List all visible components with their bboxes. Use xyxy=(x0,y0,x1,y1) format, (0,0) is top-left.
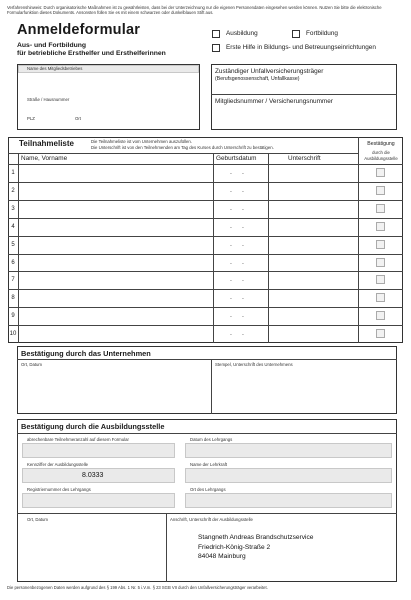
confirmation-checkbox[interactable] xyxy=(376,311,385,320)
company-place-date-label: Ort, Datum xyxy=(21,362,43,367)
form-subtitle-2: für betriebliche Ersthelfer und Ersthelferinnen xyxy=(17,50,166,57)
member-number-label: Mitgliedsnummer / Versicherungsnummer xyxy=(215,98,333,105)
confirm-header-3: Ausbildungsstelle xyxy=(364,156,398,161)
row-number: 5 xyxy=(11,241,15,248)
option-fortbildung-label: Fortbildung xyxy=(306,30,338,37)
participant-name-field[interactable] xyxy=(19,290,212,306)
col-birthdate-header: Geburtsdatum xyxy=(216,155,257,162)
row-number: 2 xyxy=(11,187,15,194)
participant-list-title: Teilnahmeliste xyxy=(19,139,74,148)
data-privacy-footnote: Die personenbezogenen Daten werden aufgrund des § 199 Abs. 1 Nr. 5 i.V.m. § 23 SGB VII durch den Unfallversicherungsträger verarbeitet. xyxy=(7,585,268,590)
checkbox-erste-hilfe-bildung[interactable] xyxy=(212,44,220,52)
row-number: 9 xyxy=(11,313,15,320)
insurer-divider xyxy=(211,94,397,95)
procedure-note: Verfahrenshinweis: Durch organisatorische Maßnahmen ist zu gewährleisten, dass bei der Unterzeichnung nur die eigenen Personendaten eingesehen werden können. Nutzen Sie bitte die elektronische Formularfunktion dieses Dokuments. Ansonsten füllen Sie es mit einem schwarzen oder dunkelblauen Stift aus. xyxy=(7,5,382,16)
confirmation-checkbox[interactable] xyxy=(376,240,385,249)
row-number: 6 xyxy=(11,259,15,266)
participant-name-field[interactable] xyxy=(19,308,212,324)
participant-name-field[interactable] xyxy=(19,219,212,235)
option-erste-hilfe-bildung-label: Erste Hilfe in Bildungs- und Betreuungseinrichtungen xyxy=(226,44,376,51)
row-number: 1 xyxy=(11,170,15,176)
birthdate-dots: .. xyxy=(230,169,254,176)
birthdate-dots: .. xyxy=(230,258,254,266)
company-name-label: Name des Mitgliedsbetriebes xyxy=(27,66,83,71)
company-confirmation-col-divider xyxy=(211,359,212,414)
row-number: 3 xyxy=(11,205,15,212)
training-lower-divider xyxy=(17,513,397,514)
confirmation-checkbox[interactable] xyxy=(376,204,385,213)
register-number-field[interactable] xyxy=(22,493,175,508)
insurer-note: (Berufsgenossenschaft, Unfallkasse) xyxy=(215,76,300,82)
birthdate-dots: .. xyxy=(230,294,254,302)
course-place-label: Ort des Lehrgangs xyxy=(190,487,226,492)
confirm-header-2: durch die xyxy=(372,150,390,155)
stamp-line-3: 84048 Mainburg xyxy=(198,553,246,561)
col-signature-header: Unterschrift xyxy=(288,155,321,162)
street-label: Straße / Hausnummer xyxy=(27,97,70,102)
training-confirmation-divider xyxy=(17,433,397,434)
participant-name-field[interactable] xyxy=(19,255,212,271)
insurer-title: Zuständiger Unfallversicherungsträger xyxy=(215,68,324,75)
row-number: 4 xyxy=(11,223,15,230)
city-label: Ort xyxy=(75,116,81,121)
teacher-label: Name der Lehrkraft xyxy=(190,462,228,467)
course-place-field[interactable] xyxy=(185,493,392,508)
training-lower-col-divider xyxy=(166,513,167,582)
form-subtitle-1: Aus- und Fortbildung xyxy=(17,42,87,49)
confirmation-checkbox[interactable] xyxy=(376,222,385,231)
training-place-date-label: Ort, Datum xyxy=(27,517,49,522)
confirm-header-1: Bestätigung xyxy=(367,141,395,147)
confirmation-checkbox[interactable] xyxy=(376,275,385,284)
participant-note-1: Die Teilnahmeliste ist vom Unternehmen auszufüllen. xyxy=(91,139,192,144)
billable-label: abrechenbare Teilnehmeranzahl auf diesem Formular xyxy=(27,437,129,442)
form-title: Anmeldeformular xyxy=(17,22,141,38)
confirmation-checkbox[interactable] xyxy=(376,186,385,195)
company-confirmation-divider xyxy=(17,359,397,360)
register-number-label: Registriernummer des Lehrgangs xyxy=(27,487,91,492)
participant-name-field[interactable] xyxy=(19,201,212,217)
stamp-line-2: Friedrich-König-Straße 2 xyxy=(198,543,271,551)
company-confirmation-title: Bestätigung durch das Unternehmen xyxy=(21,349,151,358)
birthdate-dots: .. xyxy=(230,240,254,248)
training-id-value: 8.0333 xyxy=(82,472,104,479)
teacher-field[interactable] xyxy=(185,468,392,483)
participant-name-field[interactable] xyxy=(19,165,212,181)
checkbox-ausbildung[interactable] xyxy=(212,30,220,38)
col-confirm-divider xyxy=(358,137,359,343)
option-ausbildung-label: Ausbildung xyxy=(226,30,258,37)
participant-name-field[interactable] xyxy=(19,183,212,199)
confirmation-checkbox[interactable] xyxy=(376,329,385,338)
birthdate-dots: .. xyxy=(230,312,254,320)
col-name-header: Name, Vorname xyxy=(21,155,68,162)
confirmation-checkbox[interactable] xyxy=(376,168,385,177)
header-divider xyxy=(8,153,358,154)
birthdate-dots: .. xyxy=(230,330,254,338)
course-date-field[interactable] xyxy=(185,443,392,458)
participant-name-field[interactable] xyxy=(19,272,212,288)
billable-field[interactable] xyxy=(22,443,175,458)
participant-note-2: Die Unterschrift ist von den Teilnehmenden am Tag des Kurses durch Unterschrift zu bestätigen. xyxy=(91,145,274,150)
participant-name-field[interactable] xyxy=(19,326,212,342)
zip-label: PLZ xyxy=(27,116,35,121)
course-date-label: Datum des Lehrgangs xyxy=(190,437,233,442)
participant-name-field[interactable] xyxy=(19,237,212,253)
training-id-label: Kennziffer der Ausbildungsstelle xyxy=(27,462,89,467)
confirmation-checkbox[interactable] xyxy=(376,293,385,302)
row-number: 7 xyxy=(11,277,15,284)
checkbox-fortbildung[interactable] xyxy=(292,30,300,38)
birthdate-dots: .. xyxy=(230,276,254,284)
stamp-line-1: Stangneth Andreas Brandschutzservice xyxy=(198,534,314,541)
row-number: 8 xyxy=(11,295,15,302)
birthdate-dots: .. xyxy=(230,204,254,212)
training-confirmation-title: Bestätigung durch die Ausbildungsstelle xyxy=(21,422,165,431)
row-number: 10 xyxy=(9,331,17,338)
training-stamp xyxy=(198,533,313,562)
training-signature-label: Anschrift, Unterschrift der Ausbildungsstelle xyxy=(170,517,253,522)
company-stamp-label: Stempel, Unterschrift des Unternehmens xyxy=(215,362,293,367)
confirmation-checkbox[interactable] xyxy=(376,258,385,267)
birthdate-dots: .. xyxy=(230,186,254,194)
birthdate-dots: .. xyxy=(230,222,254,230)
